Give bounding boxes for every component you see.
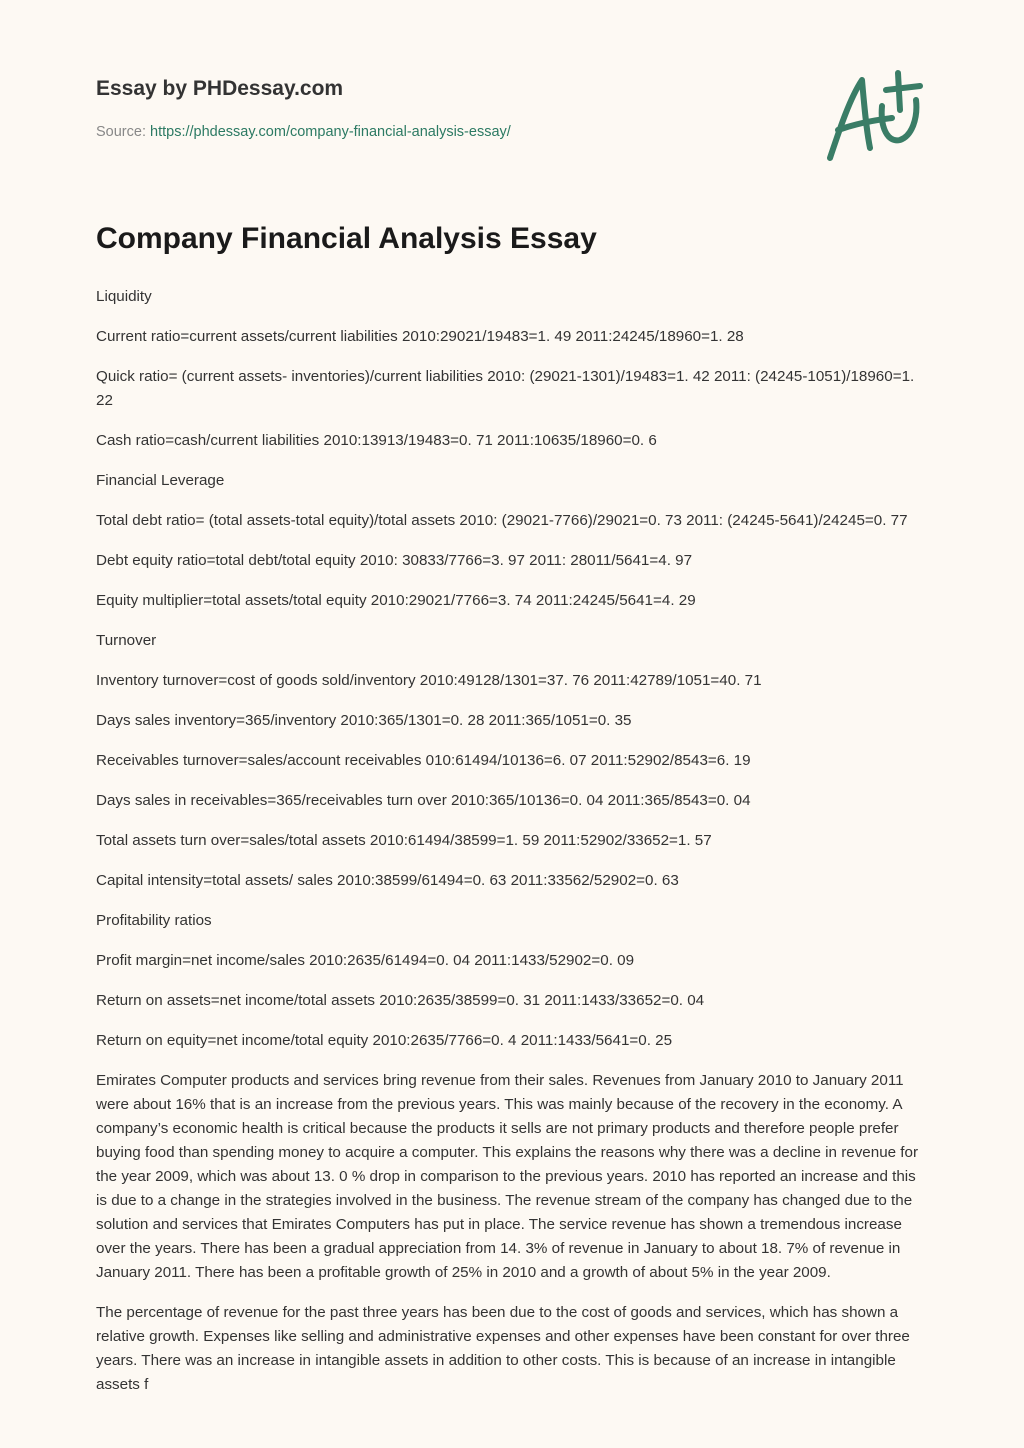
section-heading: Profitability ratios <box>96 912 212 929</box>
essay-body <box>96 285 926 1413</box>
paragraph: Profit margin=net income/sales 2010:2635/61494=0. 04 2011:1433/52902=0. 09 <box>96 952 635 969</box>
site-brand: Essay by PHDessay.com <box>96 77 344 100</box>
paragraph: Days sales in receivables=365/receivables turn over 2010:365/10136=0. 04 2011:365/8543=0. 04 <box>96 792 751 809</box>
section-heading: Liquidity <box>96 288 152 305</box>
paragraph: The percentage of revenue for the past three years has been due to the cost of goods and services, which has shown a relative growth. Expenses like selling and administrative expenses and other expenses have been constant for over three years. There was an increase in intangible assets in addition to other costs. This is because of an increase in intangible assets f <box>96 1304 910 1393</box>
paragraph: Debt equity ratio=total debt/total equity 2010: 30833/7766=3. 97 2011: 28011/5641=4. 97 <box>96 552 693 569</box>
paragraph: Days sales inventory=365/inventory 2010:365/1301=0. 28 2011:365/1051=0. 35 <box>96 712 632 729</box>
source-line <box>96 124 511 140</box>
source-link[interactable]: https://phdessay.com/company-financial-analysis-essay/ <box>150 124 511 140</box>
paragraph: Cash ratio=cash/current liabilities 2010:13913/19483=0. 71 2011:10635/18960=0. 6 <box>96 432 657 449</box>
paragraph: Capital intensity=total assets/ sales 2010:38599/61494=0. 63 2011:33562/52902=0. 63 <box>96 872 679 889</box>
paragraph: Equity multiplier=total assets/total equity 2010:29021/7766=3. 74 2011:24245/5641=4. 29 <box>96 592 696 609</box>
source-label: Source: <box>96 124 146 140</box>
paragraph: Total debt ratio= (total assets-total equity)/total assets 2010: (29021-7766)/29021=0. 73 2011: (24245-5641)/24245=0. 77 <box>96 512 908 529</box>
paragraph: Inventory turnover=cost of goods sold/inventory 2010:49128/1301=37. 76 2011:42789/1051=40. 71 <box>96 672 762 689</box>
page-title: Company Financial Analysis Essay <box>96 222 597 255</box>
paragraph: Emirates Computer products and services bring revenue from their sales. Revenues from January 2010 to January 2011 were about 16% that is an increase from the previous years. This was mainly because of the recovery in the economy. A company’s economic health is critical because the products it sells are not primary products and therefore people prefer buying food than spending money to acquire a computer. This explains the reasons why there was a decline in revenue for the year 2009, which was about 13. 0 % drop in comparison to the previous years. 2010 has reported an increase and this is due to a change in the strategies involved in the business. The revenue stream of the company has changed due to the solution and services that Emirates Computers has put in place. The service revenue has shown a tremendous increase over the years. There has been a gradual appreciation from 14. 3% of revenue in January to about 18. 7% of revenue in January 2011. There has been a profitable growth of 25% in 2010 and a growth of about 5% in the year 2009. <box>96 1072 919 1281</box>
paragraph: Return on equity=net income/total equity 2010:2635/7766=0. 4 2011:1433/5641=0. 25 <box>96 1032 673 1049</box>
paragraph: Total assets turn over=sales/total assets 2010:61494/38599=1. 59 2011:52902/33652=1. 57 <box>96 832 712 849</box>
section-heading: Financial Leverage <box>96 472 225 489</box>
paragraph: Return on assets=net income/total assets 2010:2635/38599=0. 31 2011:1433/33652=0. 04 <box>96 992 705 1009</box>
paragraph: Current ratio=current assets/current liabilities 2010:29021/19483=1. 49 2011:24245/18960=1. 28 <box>96 328 744 345</box>
paragraph: Quick ratio= (current assets- inventories)/current liabilities 2010: (29021-1301)/19483=1. 42 2011: (24245-1051)/18960=1. 22 <box>96 368 915 409</box>
paragraph: Receivables turnover=sales/account receivables 010:61494/10136=6. 07 2011:52902/8543=6. 19 <box>96 752 751 769</box>
section-heading: Turnover <box>96 632 157 649</box>
a-plus-logo-icon <box>820 68 930 168</box>
